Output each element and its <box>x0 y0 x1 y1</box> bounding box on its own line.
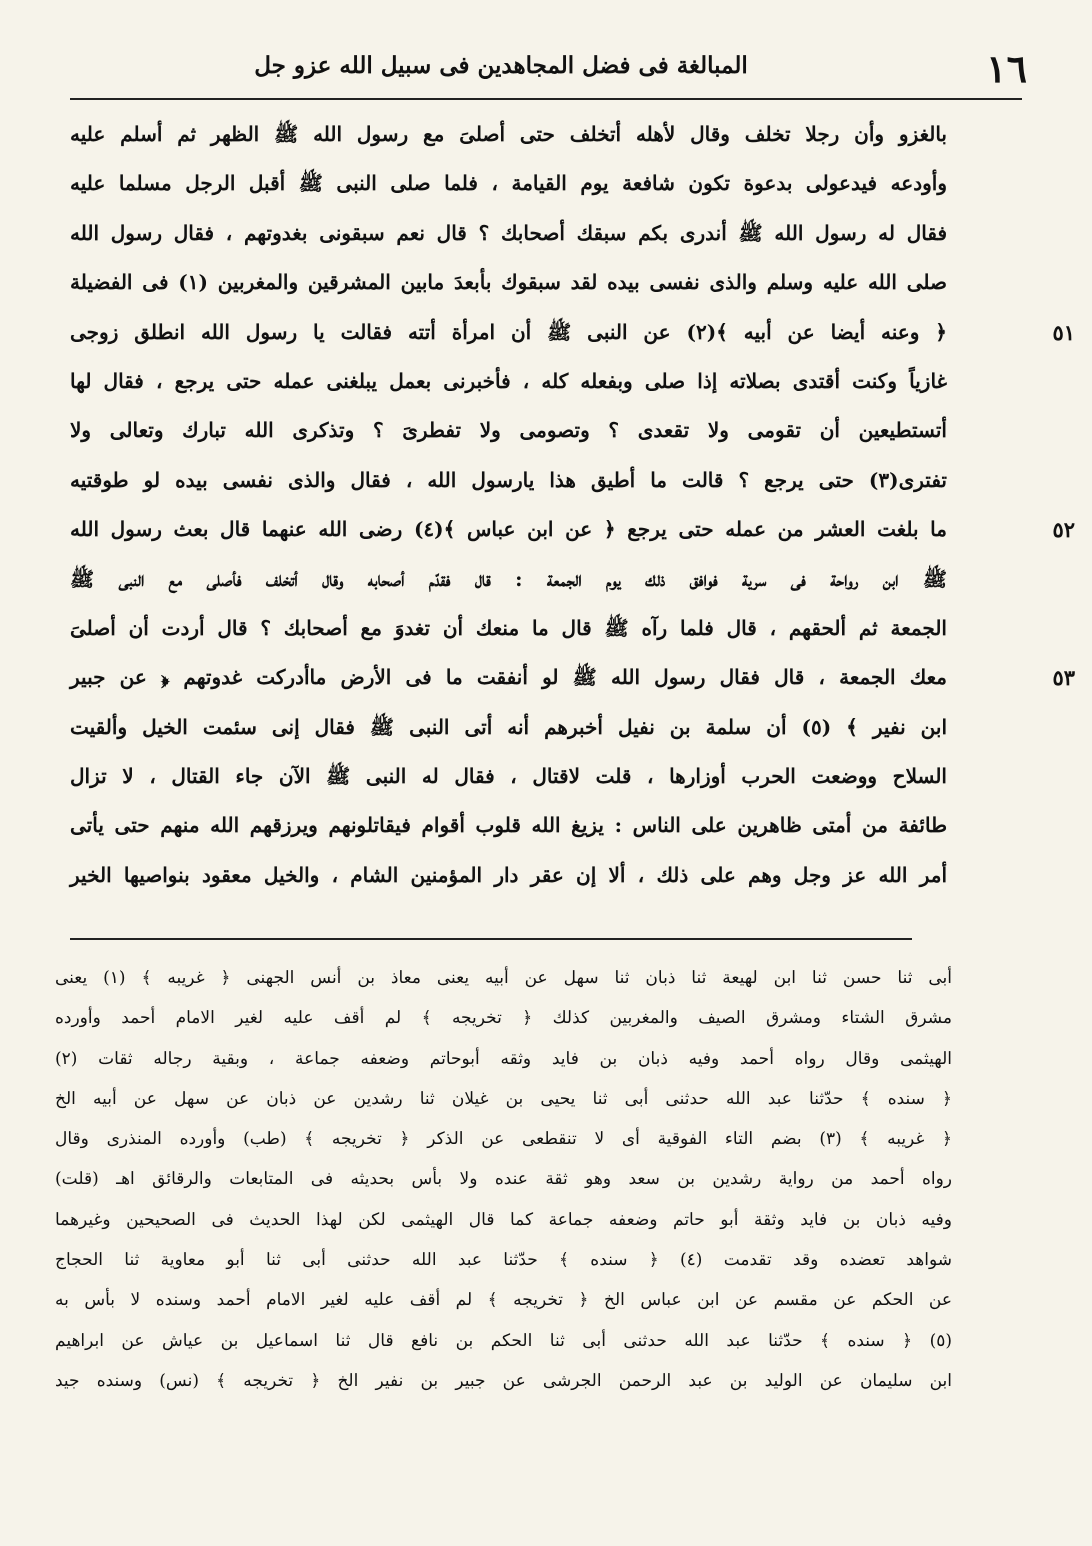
page-header <box>70 46 1027 92</box>
footnote-line: وفيه ذبان بن فايد وثقة أبو حاتم وضعفه جماعة كما قال الهيثمى لكن لهذا الحديث فى الصحيحين وغيرهما <box>55 1209 952 1230</box>
footnote-line: (٥) ﴿ سنده ﴾ حدّثنا عبد الله حدثنى أبى ثنا الحكم بن نافع قال ثنا اسماعيل بن عياش عن ابراهيم <box>55 1330 952 1351</box>
hadith-number: ٥٢ <box>1052 517 1075 543</box>
footnote-line: رواه أحمد من رواية رشدين بن سعد وهو ثقة عنده ولا بأس بحديثه فى المتابعات والرقائق اهـ (قلت) <box>55 1169 952 1190</box>
main-text <box>70 110 1075 910</box>
main-text-line <box>70 159 947 208</box>
main-text-line <box>70 258 947 307</box>
main-text-line <box>70 555 947 604</box>
hadith-number: ٥١ <box>1052 319 1075 345</box>
main-text-line <box>70 110 947 159</box>
running-title: المبالغة فى فضل المجاهدين فى سبيل الله عزو جل <box>254 52 748 79</box>
main-line-text: معك الجمعة ، قال فقال رسول الله ﷺ لو أنفقت ما فى الأرض ماأدركت غدوتهم ﴿ عن جبير <box>70 665 947 690</box>
footnote-line: ابن سليمان عن الوليد بن عبد الرحمن الجرشى عن جبير بن نفير الخ ﴿ تخريجه ﴾ (نس) وسنده جيد <box>55 1370 952 1391</box>
header-rule <box>70 98 1022 100</box>
main-text-line <box>70 308 1075 357</box>
main-text-line <box>70 357 947 406</box>
main-line-text: ما بلغت العشر من عمله حتى يرجع ﴿ عن ابن عباس ﴾(٤) رضى الله عنهما قال بعث رسول الله <box>70 517 947 542</box>
main-line-text: تفترى(٣) حتى يرجع ؟ قالت ما أطيق هذا يارسول الله ، فقال والذى نفسى بيده لو طوقتيه <box>70 467 947 492</box>
page-number: ١٦ <box>986 46 1027 91</box>
footnote-line: عن الحكم عن مقسم عن ابن عباس الخ ﴿ تخريجه ﴾ لم أقف عليه لغير الامام أحمد وسنده لا بأس به <box>55 1290 952 1311</box>
main-line-text: ﴿ وعنه أيضا عن أبيه ﴾(٢) عن النبى ﷺ أن امرأة أتته فقالت يا رسول الله انطلق زوجى <box>70 319 947 344</box>
main-line-text: بالغزو وأن رجلا تخلف وقال لأهله أتخلف حتى أصلىَ مع رسول الله ﷺ الظهر ثم أسلم عليه <box>70 122 947 146</box>
main-text-line <box>70 752 947 801</box>
main-text-line <box>70 653 1075 702</box>
main-text-line <box>70 505 1075 554</box>
main-text-line <box>70 604 947 653</box>
main-line-text: أتستطيعين أن تقومى ولا تقعدى ؟ وتصومى ولا تفطرىَ ؟ وتذكرى الله تبارك وتعالى ولا <box>70 418 947 443</box>
footnote-line: ﴿ سنده ﴾ حدّثنا عبد الله حدثنى أبى ثنا يحيى بن غيلان ثنا رشدين عن ذبان عن سهل عن أبيه الخ <box>55 1088 952 1109</box>
main-line-text: فقال له رسول الله ﷺ أندرى بكم سبقك أصحابك ؟ قال نعم سبقونى بغدوتهم ، فقال رسول الله <box>70 220 947 245</box>
footnotes <box>55 958 952 1488</box>
footnote-separator-rule <box>70 938 912 940</box>
main-line-text: وأودعه فيدعولى بدعوة تكون شافعة يوم القيامة ، فلما صلى النبى ﷺ أقبل الرجل مسلما عليه <box>70 171 948 196</box>
main-text-line <box>70 456 947 505</box>
main-text-line <box>70 703 947 752</box>
hadith-number: ٥٣ <box>1052 665 1075 691</box>
footnote-line: شواهد تعضده وقد تقدمت (٤) ﴿ سنده ﴾ حدّثنا عبد الله حدثنى أبى ثنا أبو معاوية ثنا الحجاج <box>55 1250 952 1271</box>
main-line-text: أمر الله عز وجل وهم على ذلك ، ألا إن عقر دار المؤمنين الشام ، والخيل معقود بنواصيها الخير <box>70 862 947 887</box>
main-line-text: ﷺ ابن رواحة فى سرية فوافق ذلك يوم الجمعة : قال فقدّم أصحابه وقال أتخلف فأصلى مع النبى ﷺ <box>70 566 947 591</box>
main-text-line <box>70 851 947 900</box>
main-text-line <box>70 801 947 850</box>
main-line-text: الجمعة ثم ألحقهم ، قال فلما رآه ﷺ قال ما منعك أن تغدوَ مع أصحابك ؟ قال أردت أن أصلىَ <box>70 615 947 640</box>
footnote-line: الهيثمى وقال رواه أحمد وفيه ذبان بن فايد وثقه أبوحاتم وضعفه جماعة ، وبقية رجاله ثقات (٢) <box>55 1048 952 1069</box>
main-line-text: غازياً وكنت أقتدى بصلاته إذا صلى وبفعله كله ، فأخبرنى بعمل يبلغنى عمله حتى يرجع ، فقال لها <box>70 368 947 393</box>
footnote-line: مشرق الشتاء ومشرق الصيف والمغربين كذلك ﴿ تخريجه ﴾ لم أقف عليه لغير الامام أحمد وأورده <box>55 1008 952 1029</box>
main-text-line <box>70 209 947 258</box>
main-text-line <box>70 406 947 455</box>
main-line-text: السلاح ووضعت الحرب أوزارها ، قلت لاقتال ، فقال له النبى ﷺ الآن جاء القتال ، لا تزال <box>70 764 947 789</box>
main-line-text: طائفة من أمتى ظاهرين على الناس : يزيغ الله قلوب أقوام فيقاتلونهم ويرزقهم الله منهم حتى يأتى <box>70 813 947 838</box>
footnote-line: أبى ثنا حسن ثنا ابن لهيعة ثنا ذبان ثنا سهل عن أبيه يعنى معاذ بن أنس الجهنى ﴿ غريبه ﴾ (١) يعنى <box>55 968 952 988</box>
footnote-line: ﴿ غريبه ﴾ (٣) بضم التاء الفوقية أى لا تنقطعى عن الذكر ﴿ تخريجه ﴾ (طب) وأورده المنذرى وقال <box>55 1129 952 1150</box>
main-line-text: ابن نفير ﴾ (٥) أن سلمة بن نفيل أخبرهم أنه أتى النبى ﷺ فقال إنى سئمت الخيل وألقيت <box>70 714 947 739</box>
main-line-text: صلى الله عليه وسلم والذى نفسى بيده لقد سبقوك بأبعدَ مابين المشرقين والمغربين (١) فى الفضيلة <box>70 270 948 295</box>
